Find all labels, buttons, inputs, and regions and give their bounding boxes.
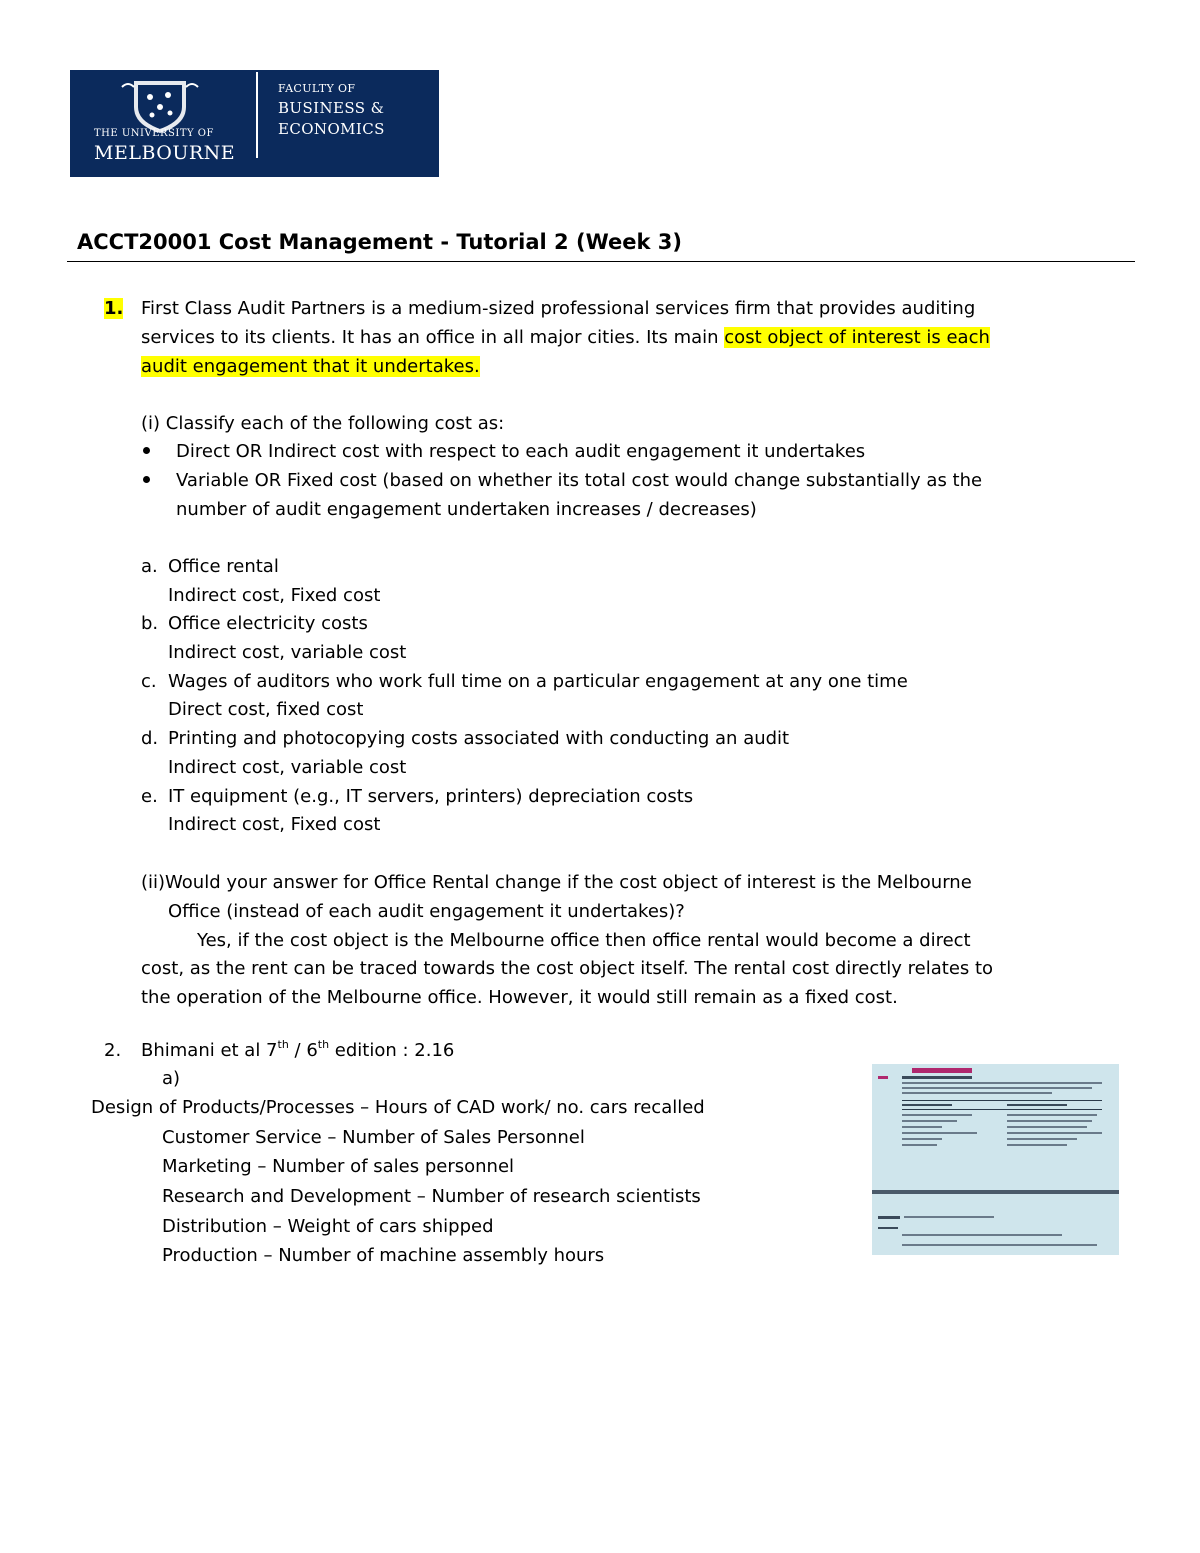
item-c-text: Wages of auditors who work full time on a particular engagement at any one time <box>168 671 908 692</box>
item-e-text: IT equipment (e.g., IT servers, printers) depreciation costs <box>168 786 694 807</box>
q2-line-3: Marketing – Number of sales personnel <box>162 1156 515 1177</box>
title-underline <box>67 261 1135 262</box>
q2-line-4: Research and Development – Number of research scientists <box>162 1186 701 1207</box>
item-d-text: Printing and photocopying costs associated with conducting an audit <box>168 728 790 749</box>
q1-highlight-1: cost object of interest is each <box>724 327 990 348</box>
q2-heading: Bhimani et al 7th / 6th edition : 2.16 <box>141 1038 455 1061</box>
q2-line-6: Production – Number of machine assembly hours <box>162 1245 605 1266</box>
logo-faculty3: ECONOMICS <box>278 120 385 138</box>
crest-icon <box>120 77 200 135</box>
q1-bullet2b: number of audit engagement undertaken increases / decreases) <box>176 499 757 520</box>
q2-line-2: Customer Service – Number of Sales Personnel <box>162 1127 585 1148</box>
item-a-letter: a. <box>141 556 158 577</box>
q2-number: 2. <box>104 1040 122 1061</box>
logo-faculty2: BUSINESS & <box>278 99 385 117</box>
q1-line3 <box>141 352 480 381</box>
bullet-icon <box>143 447 150 454</box>
logo-divider <box>256 72 258 158</box>
q1-number: 1. <box>104 298 124 319</box>
item-b-letter: b. <box>141 613 159 634</box>
item-b-answer: Indirect cost, variable cost <box>168 642 407 663</box>
q2-line-5: Distribution – Weight of cars shipped <box>162 1216 494 1237</box>
q1-answer-1: Yes, if the cost object is the Melbourne office then office rental would become a direct <box>197 930 971 951</box>
q1-bullet2a: Variable OR Fixed cost (based on whether its total cost would change substantially as the <box>176 470 983 491</box>
item-e-answer: Indirect cost, Fixed cost <box>168 814 381 835</box>
item-a-text: Office rental <box>168 556 279 577</box>
bullet-icon <box>143 476 150 483</box>
item-c-answer: Direct cost, fixed cost <box>168 699 364 720</box>
logo-line2: MELBOURNE <box>94 142 236 164</box>
q1-answer-3: the operation of the Melbourne office. However, it would still remain as a fixed cost. <box>141 987 898 1008</box>
q1-part-ii-a: (ii)Would your answer for Office Rental change if the cost object of interest is the Melbourne <box>141 872 972 893</box>
q2-line-1: Design of Products/Processes – Hours of CAD work/ no. cars recalled <box>91 1097 705 1118</box>
q1-answer-2: cost, as the rent can be traced towards the cost object itself. The rental cost directly relates to <box>141 958 994 979</box>
textbook-excerpt-image <box>872 1064 1119 1255</box>
item-c-letter: c. <box>141 671 157 692</box>
q1-bullet1: Direct OR Indirect cost with respect to each audit engagement it undertakes <box>176 441 866 462</box>
q1-line2: services to its clients. It has an office in all major cities. Its main cost object of interest is each <box>141 327 990 348</box>
q1-part-i: (i) Classify each of the following cost as: <box>141 413 505 434</box>
q1-highlight-2: audit engagement that it undertakes. <box>141 356 480 377</box>
logo-line1: THE UNIVERSITY OF <box>94 128 214 139</box>
q1-part-ii-b: Office (instead of each audit engagement it undertakes)? <box>168 901 685 922</box>
q2-sub-a: a) <box>162 1068 181 1089</box>
item-e-letter: e. <box>141 786 158 807</box>
item-d-answer: Indirect cost, variable cost <box>168 757 407 778</box>
q1-line1: First Class Audit Partners is a medium-sized professional services firm that provides auditing <box>141 298 976 319</box>
item-a-answer: Indirect cost, Fixed cost <box>168 585 381 606</box>
university-logo <box>70 70 439 177</box>
excerpt-graphic <box>872 1064 1119 1255</box>
item-b-text: Office electricity costs <box>168 613 368 634</box>
page-title: ACCT20001 Cost Management - Tutorial 2 (Week 3) <box>77 230 682 254</box>
logo-faculty1: FACULTY OF <box>278 82 356 95</box>
item-d-letter: d. <box>141 728 159 749</box>
